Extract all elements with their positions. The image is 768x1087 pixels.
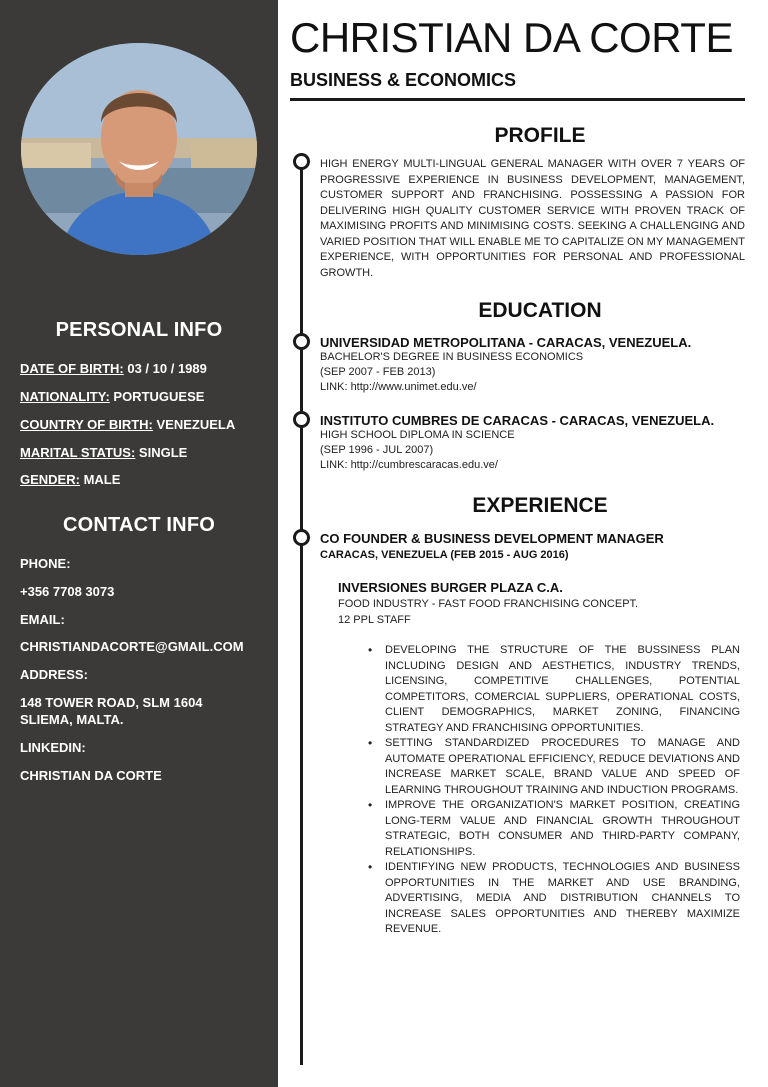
experience-bullets xyxy=(385,643,740,938)
marital-status-row xyxy=(20,445,187,460)
country-of-birth-value: VENEZUELA xyxy=(152,417,236,432)
experience-bullet: • IMPROVE THE ORGANIZATION'S MARKET POSITION, CREATING LONG-TERM VALUE AND FINANCIAL GROWTH THROUGHOUT STRATEGIC, BOTH CONSUMER AND THIRD-PARTY COMPANY, RELATIONSHIPS. xyxy=(385,798,740,860)
sidebar xyxy=(0,0,278,1087)
address-label: ADDRESS: xyxy=(20,667,88,682)
company-industry: FOOD INDUSTRY - FAST FOOD FRANCHISING CONCEPT. xyxy=(338,598,639,610)
timeline-line xyxy=(300,160,303,1065)
address-line-1: 148 TOWER ROAD, SLM 1604 xyxy=(20,695,203,710)
education-2-title: INSTITUTO CUMBRES DE CARACAS - CARACAS, VENEZUELA. xyxy=(320,413,715,428)
experience-location: CARACAS, VENEZUELA (FEB 2015 - AUG 2016) xyxy=(320,549,569,561)
phone-value: +356 7708 3073 xyxy=(20,584,115,599)
candidate-subtitle: BUSINESS & ECONOMICS xyxy=(290,70,517,90)
education-2-dates: (SEP 1996 - JUL 2007) xyxy=(320,444,434,456)
education-2-link[interactable]: LINK: http://cumbrescaracas.edu.ve/ xyxy=(320,459,498,471)
nationality-row xyxy=(20,389,204,404)
timeline-node-profile xyxy=(293,153,310,170)
phone-label: PHONE: xyxy=(20,556,71,571)
timeline-node-education-2 xyxy=(293,411,310,428)
education-1-degree: BACHELOR'S DEGREE IN BUSINESS ECONOMICS xyxy=(320,351,584,363)
gender-label: GENDER: xyxy=(20,472,80,487)
education-1-title: UNIVERSIDAD METROPOLITANA - CARACAS, VENEZUELA. xyxy=(320,335,692,350)
marital-status-label: MARITAL STATUS: xyxy=(20,445,136,460)
nationality-value: PORTUGUESE xyxy=(109,389,205,404)
email-label: EMAIL: xyxy=(20,612,65,627)
experience-role: CO FOUNDER & BUSINESS DEVELOPMENT MANAGER xyxy=(320,531,664,546)
education-2-degree: HIGH SCHOOL DIPLOMA IN SCIENCE xyxy=(320,429,515,441)
profile-heading: PROFILE xyxy=(494,124,586,147)
personal-info-heading: PERSONAL INFO xyxy=(55,319,223,341)
company-name: INVERSIONES BURGER PLAZA C.A. xyxy=(338,580,563,595)
gender-value: MALE xyxy=(79,472,121,487)
profile-photo xyxy=(21,43,257,255)
experience-bullet: • IDENTIFYING NEW PRODUCTS, TECHNOLOGIES AND BUSINESS OPPORTUNITIES IN THE MARKET AND USE BRANDING, ADVERTISING, MEDIA AND DISTRIBUTION CHANNELS TO INCREASE SALES OPPORTUNITIES AND THEREBY MAXIMIZE REVENUE. xyxy=(385,860,740,938)
experience-bullet: • SETTING STANDARDIZED PROCEDURES TO MANAGE AND AUTOMATE OPERATIONAL EFFICIENCY, REDUCE DEVIATIONS AND INCREASE MARKET SCALE, BRAND VALUE AND SPEED OF LEARNING THROUGHOUT TRAINING AND INDUCTION PROGRAMS. xyxy=(385,736,740,798)
timeline-node-experience xyxy=(293,529,310,546)
education-1-link[interactable]: LINK: http://www.unimet.edu.ve/ xyxy=(320,381,477,393)
date-of-birth-label: DATE OF BIRTH: xyxy=(20,361,124,376)
profile-text: HIGH ENERGY MULTI-LINGUAL GENERAL MANAGER WITH OVER 7 YEARS OF PROGRESSIVE EXPERIENCE IN BUSINESS DEVELOPMENT, MANAGEMENT, CUSTOMER SUPPORT AND FRANCHISING. POSSESSING A PASSION FOR DELIVERING HIGH QUALITY CUSTOMER SERVICE WITH PROVEN TRACK OF MAXIMISING PROFITS AND MINIMISING COSTS. SEEKING A CHALLENGING AND VARIED POSITION THAT WILL ENABLE ME TO CAPITALIZE ON MY MANAGEMENT EXPERIENCE, WITH OPPORTUNITIES FOR PERSONAL AND PROFESSIONAL GROWTH. xyxy=(320,158,745,279)
address-line-2: SLIEMA, MALTA. xyxy=(20,712,124,727)
address-value xyxy=(20,694,203,728)
header-divider xyxy=(290,98,745,101)
date-of-birth-value: 03 / 10 / 1989 xyxy=(123,361,207,376)
education-heading: EDUCATION xyxy=(478,299,602,322)
linkedin-value: CHRISTIAN DA CORTE xyxy=(20,768,162,783)
gender-row xyxy=(20,472,120,487)
nationality-label: NATIONALITY: xyxy=(20,389,110,404)
portrait-image xyxy=(21,43,257,255)
email-value: CHRISTIANDACORTE@GMAIL.COM xyxy=(20,639,244,654)
linkedin-label: LINKEDIN: xyxy=(20,740,86,755)
candidate-name: CHRISTIAN DA CORTE xyxy=(290,14,733,61)
contact-info-heading: CONTACT INFO xyxy=(62,514,215,536)
country-of-birth-label: COUNTRY OF BIRTH: xyxy=(20,417,153,432)
company-staff: 12 PPL STAFF xyxy=(338,614,411,626)
date-of-birth-row xyxy=(20,361,207,376)
timeline-node-education-1 xyxy=(293,333,310,350)
experience-bullet: • DEVELOPING THE STRUCTURE OF THE BUSSINESS PLAN INCLUDING DESIGN AND AESTHETICS, INDUSTRY TRENDS, LICENSING, COMPETITIVE CHALLENGES, POTENTIAL COMPETITORS, COMERCIAL SUPPLIERS, OPERATIONAL COSTS, CLIENT DEMOGRAPHICS, MARKET ZONING, FINANCING STRATEGY AND FRANCHISING OPPORTUNITIES. xyxy=(385,643,740,736)
education-1-dates: (SEP 2007 - FEB 2013) xyxy=(320,366,436,378)
experience-heading: EXPERIENCE xyxy=(472,494,608,517)
country-of-birth-row xyxy=(20,417,235,432)
marital-status-value: SINGLE xyxy=(135,445,188,460)
